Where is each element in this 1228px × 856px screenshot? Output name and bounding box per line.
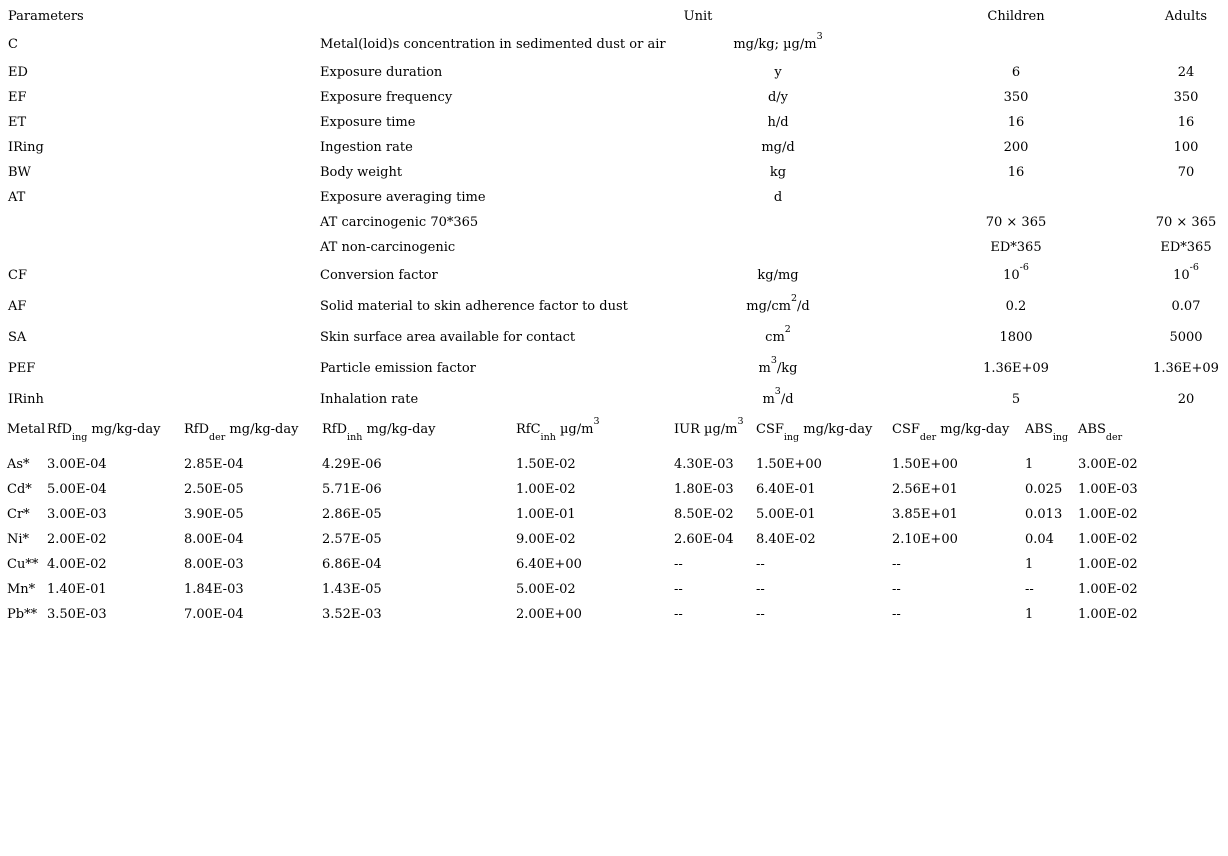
metal-name-cell: Cr* — [7, 507, 30, 522]
param-unit-cell: d — [773, 190, 783, 205]
param-description-cell: Particle emission factor — [320, 361, 476, 376]
children-value-cell: 70 × 365 — [985, 215, 1047, 230]
param-description-cell: AT carcinogenic 70*365 — [320, 215, 479, 230]
metal-value-cell: 4.00E-02 — [47, 557, 107, 572]
param-abbr-cell: C — [8, 37, 18, 52]
param-abbr-cell: SA — [8, 330, 27, 345]
metal-name-cell: Pb** — [7, 607, 38, 622]
metals-header-cell: $CSF_{der}$ mg/kg-day — [892, 422, 1010, 443]
metal-value-cell: 2.60E-04 — [674, 532, 734, 547]
metal-value-cell: -- — [756, 607, 765, 622]
metal-row — [0, 530, 1228, 550]
param-row — [0, 30, 1228, 55]
adults-value-cell: 1.36E+09 — [1153, 361, 1219, 376]
children-value-cell: 6 — [1011, 65, 1021, 80]
param-abbr-cell: AF — [8, 299, 27, 314]
param-row — [0, 292, 1228, 317]
metal-value-cell: 3.00E-02 — [1078, 457, 1138, 472]
metal-value-cell: 1.00E-03 — [1078, 482, 1138, 497]
metals-header-cell: $CSF_{ing}$ mg/kg-day — [756, 422, 873, 443]
param-abbr-cell: IRinh — [8, 392, 44, 407]
metals-header-cell: $ABS_{der}$ — [1078, 422, 1123, 443]
param-row — [0, 385, 1228, 410]
params-header-parameters: Parameters — [8, 9, 84, 24]
metal-value-cell: 1.84E-03 — [184, 582, 244, 597]
param-row — [0, 113, 1228, 133]
metals-header-cell: RfD$_{ing}$ mg/kg-day — [47, 422, 161, 443]
metal-value-cell: 0.013 — [1025, 507, 1063, 522]
param-description-cell: Exposure averaging time — [320, 190, 486, 205]
metal-value-cell: 5.00E-04 — [47, 482, 107, 497]
metal-name-cell: Cu** — [7, 557, 39, 572]
param-description-cell: Metal(loid)s concentration in sedimented dust or air — [320, 37, 666, 52]
metal-value-cell: 8.40E-02 — [756, 532, 816, 547]
children-value-cell: 5 — [1011, 392, 1021, 407]
param-unit-cell: d/y — [767, 90, 789, 105]
metal-value-cell: 3.00E-03 — [47, 507, 107, 522]
metal-value-cell: 8.50E-02 — [674, 507, 734, 522]
param-description-cell: Skin surface area available for contact — [320, 330, 576, 345]
metal-value-cell: 8.00E-04 — [184, 532, 244, 547]
metal-value-cell: -- — [674, 607, 683, 622]
adults-value-cell: 5000 — [1169, 330, 1203, 345]
param-description-cell: Conversion factor — [320, 268, 438, 283]
param-description-cell: Body weight — [320, 165, 403, 180]
adults-value-cell: $10^{-6}$ — [1173, 261, 1199, 283]
metal-value-cell: 1.80E-03 — [674, 482, 734, 497]
param-row — [0, 188, 1228, 208]
metals-header-row — [0, 415, 1228, 443]
metals-header-cell: RfD$_{der}$ mg/kg-day — [184, 422, 299, 443]
param-row — [0, 138, 1228, 158]
metal-value-cell: 2.00E-02 — [47, 532, 107, 547]
children-value-cell: 1800 — [999, 330, 1033, 345]
metal-value-cell: 1.40E-01 — [47, 582, 107, 597]
param-abbr-cell: EF — [8, 90, 27, 105]
metal-value-cell: 1.00E-02 — [1078, 582, 1138, 597]
metal-value-cell: -- — [892, 557, 901, 572]
metal-value-cell: 5.71E-06 — [322, 482, 382, 497]
metal-name-cell: Mn* — [7, 582, 36, 597]
metals-header-cell: RfC$_{inh}$ $\mu g/m^3$ — [516, 415, 600, 443]
param-unit-cell: mg/kg; $\mu g/m^3$ — [733, 30, 823, 52]
param-unit-cell: $m^3/d$ — [762, 385, 794, 407]
adults-value-cell: 16 — [1177, 115, 1195, 130]
param-abbr-cell: AT — [8, 190, 26, 205]
params-header-children: Children — [987, 9, 1045, 24]
param-description-cell: Exposure time — [320, 115, 416, 130]
param-unit-cell: mg/d — [761, 140, 795, 155]
metal-value-cell: 2.56E+01 — [892, 482, 958, 497]
metal-value-cell: 2.85E-04 — [184, 457, 244, 472]
metal-value-cell: -- — [892, 607, 901, 622]
param-row — [0, 88, 1228, 108]
metal-value-cell: 6.40E-01 — [756, 482, 816, 497]
metal-value-cell: 2.86E-05 — [322, 507, 382, 522]
metal-value-cell: 5.00E-01 — [756, 507, 816, 522]
metal-name-cell: Ni* — [7, 532, 30, 547]
metal-value-cell: 0.04 — [1025, 532, 1054, 547]
metal-value-cell: 3.52E-03 — [322, 607, 382, 622]
metals-header-cell: $ABS_{ing}$ — [1025, 422, 1069, 443]
metal-value-cell: -- — [756, 582, 765, 597]
metal-value-cell: 7.00E-04 — [184, 607, 244, 622]
metal-row — [0, 580, 1228, 600]
param-unit-cell: kg — [769, 165, 787, 180]
param-unit-cell: $mg/cm^2/d$ — [746, 292, 810, 314]
metal-value-cell: 1 — [1025, 557, 1034, 572]
params-header-unit: Unit — [683, 9, 713, 24]
adults-value-cell: 70 — [1177, 165, 1195, 180]
param-description-cell: Ingestion rate — [320, 140, 413, 155]
metal-row — [0, 455, 1228, 475]
metal-value-cell: 1.00E-02 — [1078, 557, 1138, 572]
metal-value-cell: 4.29E-06 — [322, 457, 382, 472]
param-row — [0, 354, 1228, 379]
param-description-cell: Inhalation rate — [320, 392, 419, 407]
metals-header-cell: RfD$_{inh}$ mg/kg-day — [322, 422, 436, 443]
metal-value-cell: 3.50E-03 — [47, 607, 107, 622]
metal-row — [0, 555, 1228, 575]
metal-value-cell: 3.90E-05 — [184, 507, 244, 522]
metal-row — [0, 505, 1228, 525]
metal-value-cell: 1.50E+00 — [892, 457, 958, 472]
metal-value-cell: -- — [674, 582, 683, 597]
metal-value-cell: 1.50E-02 — [516, 457, 576, 472]
metal-value-cell: 1.00E-02 — [516, 482, 576, 497]
param-abbr-cell: BW — [8, 165, 31, 180]
adults-value-cell: 100 — [1173, 140, 1199, 155]
param-description-cell: AT non-carcinogenic — [320, 240, 456, 255]
children-value-cell: 350 — [1003, 90, 1029, 105]
metal-value-cell: 2.10E+00 — [892, 532, 958, 547]
metal-value-cell: 8.00E-03 — [184, 557, 244, 572]
metal-value-cell: 1.00E-02 — [1078, 532, 1138, 547]
children-value-cell: 16 — [1007, 115, 1025, 130]
params-header-adults: Adults — [1164, 9, 1208, 24]
param-row — [0, 213, 1228, 233]
param-unit-cell: kg/mg — [757, 268, 799, 283]
metal-value-cell: 9.00E-02 — [516, 532, 576, 547]
metal-name-cell: As* — [7, 457, 30, 472]
children-value-cell: 16 — [1007, 165, 1025, 180]
param-row — [0, 163, 1228, 183]
metals-header-cell: Metal — [7, 422, 46, 437]
metal-name-cell: Cd* — [7, 482, 32, 497]
param-description-cell: Exposure duration — [320, 65, 443, 80]
metal-value-cell: 1.43E-05 — [322, 582, 382, 597]
adults-value-cell: 350 — [1173, 90, 1199, 105]
children-value-cell: ED*365 — [990, 240, 1042, 255]
metal-value-cell: -- — [756, 557, 765, 572]
children-value-cell: 1.36E+09 — [983, 361, 1049, 376]
adults-value-cell: 70 × 365 — [1155, 215, 1217, 230]
metal-value-cell: 1.00E-01 — [516, 507, 576, 522]
metal-value-cell: 6.40E+00 — [516, 557, 582, 572]
metal-row — [0, 605, 1228, 625]
metal-value-cell: 1 — [1025, 607, 1034, 622]
param-row — [0, 238, 1228, 258]
param-abbr-cell: IRing — [8, 140, 44, 155]
param-unit-cell: $cm^2$ — [765, 323, 791, 345]
metal-value-cell: 2.50E-05 — [184, 482, 244, 497]
param-row — [0, 261, 1228, 286]
metal-value-cell: 3.00E-04 — [47, 457, 107, 472]
children-value-cell: $10^{-6}$ — [1003, 261, 1029, 283]
metal-value-cell: -- — [674, 557, 683, 572]
metal-value-cell: 2.57E-05 — [322, 532, 382, 547]
param-abbr-cell: CF — [8, 268, 27, 283]
metal-value-cell: 5.00E-02 — [516, 582, 576, 597]
param-abbr-cell: PEF — [8, 361, 36, 376]
param-abbr-cell: ET — [8, 115, 27, 130]
adults-value-cell: 0.07 — [1171, 299, 1201, 314]
metal-value-cell: 2.00E+00 — [516, 607, 582, 622]
param-abbr-cell: ED — [8, 65, 28, 80]
param-row — [0, 63, 1228, 83]
params-header-row — [0, 7, 1228, 27]
metal-value-cell: 0.025 — [1025, 482, 1063, 497]
metal-value-cell: 1.50E+00 — [756, 457, 822, 472]
adults-value-cell: 20 — [1177, 392, 1195, 407]
children-value-cell: 200 — [1003, 140, 1029, 155]
adults-value-cell: 24 — [1177, 65, 1195, 80]
metal-value-cell: 3.85E+01 — [892, 507, 958, 522]
metal-row — [0, 480, 1228, 500]
param-unit-cell: h/d — [767, 115, 789, 130]
metal-value-cell: 6.86E-04 — [322, 557, 382, 572]
param-unit-cell: y — [774, 65, 782, 80]
children-value-cell: 0.2 — [1005, 299, 1027, 314]
adults-value-cell: ED*365 — [1160, 240, 1212, 255]
metal-value-cell: 4.30E-03 — [674, 457, 734, 472]
param-row — [0, 323, 1228, 348]
metal-value-cell: 1 — [1025, 457, 1034, 472]
metal-value-cell: -- — [892, 582, 901, 597]
metals-header-cell: IUR $\mu g/m^3$ — [674, 415, 744, 437]
metal-value-cell: 1.00E-02 — [1078, 507, 1138, 522]
param-description-cell: Solid material to skin adherence factor to dust — [320, 299, 628, 314]
metal-value-cell: 1.00E-02 — [1078, 607, 1138, 622]
param-unit-cell: $m^3/kg$ — [758, 354, 798, 376]
metal-value-cell: -- — [1025, 582, 1034, 597]
param-description-cell: Exposure frequency — [320, 90, 453, 105]
